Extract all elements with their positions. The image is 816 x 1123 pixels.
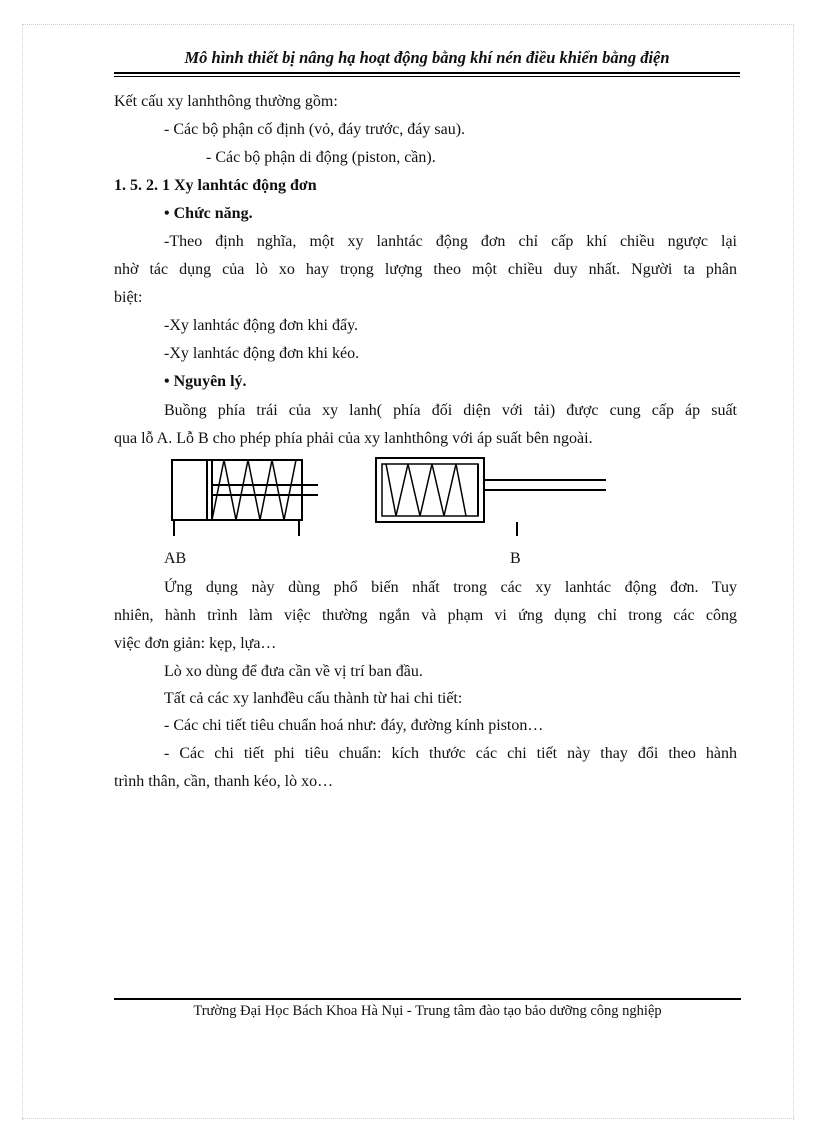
principle-paragraph-line: Buồng phía trái của xy lanh( phía đối diện với tải) được cung cấp áp suất <box>164 402 737 419</box>
intro-text: Kết cấu xy lanhthông thường gồm: <box>114 93 338 110</box>
right-cylinder-body <box>376 458 484 522</box>
function-paragraph-line: -Theo định nghĩa, một xy lanhtác động đơn chỉ cấp khí chiều ngược lại <box>164 233 737 250</box>
application-paragraph-line: việc đơn giản: kẹp, lựa… <box>114 635 277 652</box>
type-push: -Xy lanhtác động đơn khi đẩy. <box>164 317 359 334</box>
type-pull: -Xy lanhtác động đơn khi kéo. <box>164 345 360 362</box>
function-paragraph-line: nhờ tác dụng của lò xo hay trọng lượng theo một chiều duy nhất. Người ta phân <box>114 261 737 278</box>
nonstandard-parts-line: trình thân, cần, thanh kéo, lò xo… <box>114 773 334 790</box>
header-rule-thick <box>114 72 740 74</box>
diagram-label-left: AB <box>164 550 187 567</box>
footer-rule <box>114 998 741 1000</box>
bullet-icon: • <box>164 373 170 390</box>
function-heading <box>164 204 253 224</box>
application-paragraph-line: Ứng dụng này dùng phổ biến nhất trong các xy lanhtác động đơn. Tuy <box>164 579 737 596</box>
function-paragraph-line: biệt: <box>114 289 143 306</box>
left-spring <box>212 460 296 520</box>
page-header-title: Mô hình thiết bị nâng hạ hoạt động bằng khí nén điều khiển bằng điện <box>184 48 670 67</box>
principle-heading <box>164 372 247 392</box>
application-paragraph-line: nhiên, hành trình làm việc thường ngắn và phạm vi ứng dụng chỉ trong các công <box>114 607 737 624</box>
principle-heading-label: Nguyên lý. <box>173 373 247 390</box>
standard-parts: - Các chi tiết tiêu chuẩn hoá như: đáy, đường kính piston… <box>164 717 544 734</box>
right-spring <box>386 464 466 516</box>
spring-note: Lò xo dùng để đưa cần về vị trí ban đầu. <box>164 663 423 680</box>
principle-paragraph-line: qua lỗ A. Lỗ B cho phép phía phải của xy lanhthông với áp suất bên ngoài. <box>114 430 593 447</box>
function-heading-label: Chức năng. <box>173 205 253 222</box>
page-footer: Trường Đại Học Bách Khoa Hà Nụi - Trung tâm đào tạo bảo dưỡng công nghiệp <box>193 1003 662 1019</box>
section-heading: 1. 5. 2. 1 Xy lanhtác động đơn <box>114 177 317 194</box>
list-item-moving-parts: - Các bộ phận di động (piston, cần). <box>206 149 436 166</box>
cylinder-diagram <box>160 452 620 546</box>
nonstandard-parts-line: - Các chi tiết phi tiêu chuẩn: kích thước các chi tiết này thay đổi theo hành <box>164 745 737 762</box>
diagram-label-right: B <box>510 550 521 567</box>
list-item-fixed-parts: - Các bộ phận cố định (vỏ, đáy trước, đáy sau). <box>164 121 466 138</box>
composition-intro: Tất cả các xy lanhđều cấu thành từ hai chi tiết: <box>164 690 463 707</box>
page-bottom-border <box>22 1118 794 1119</box>
bullet-icon: • <box>164 205 170 222</box>
header-rule-thin <box>114 76 740 77</box>
